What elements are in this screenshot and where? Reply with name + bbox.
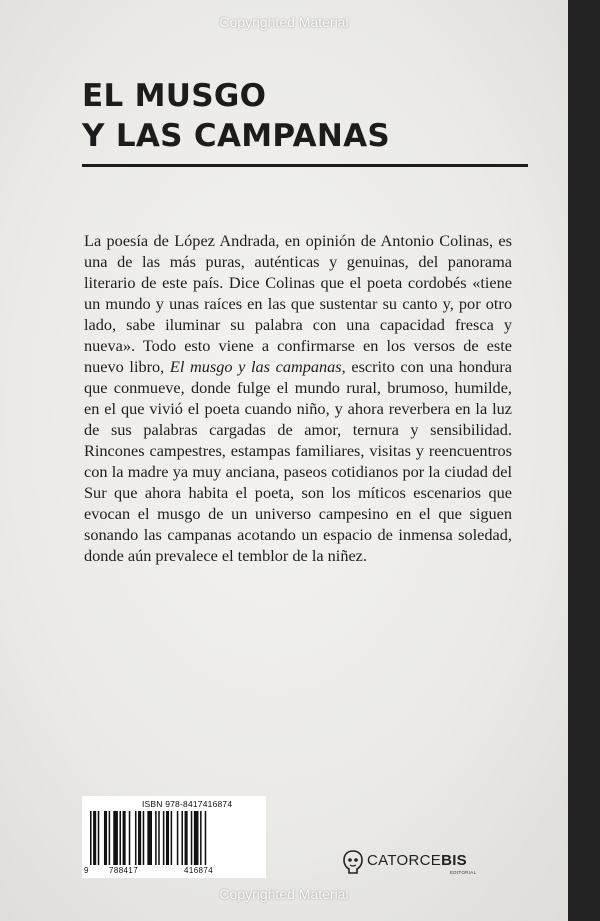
isbn-barcode [82, 796, 266, 878]
title-line-2: Y LAS CAMPANAS [82, 118, 391, 154]
publisher-logo [342, 848, 482, 878]
publisher-emblem-icon [342, 850, 364, 874]
barcode-lead-digit: 9 [84, 866, 89, 875]
blurb-book-title: El musgo y las campanas [169, 357, 342, 376]
barcode-left-digits: 788417 [109, 866, 139, 875]
isbn-label: ISBN 978-8417416874 [142, 799, 233, 809]
publisher-name [367, 852, 467, 869]
publisher-name-light: CATORCE [367, 852, 442, 869]
title-divider [82, 164, 528, 167]
publisher-name-bold: BIS [441, 852, 467, 869]
watermark-bottom: Copyrighted Material [219, 886, 349, 902]
publisher-subtitle: EDITORIAL [450, 870, 477, 875]
title-line-1: EL MUSGO [82, 78, 267, 114]
book-title [82, 76, 390, 156]
back-cover-blurb [84, 230, 512, 566]
barcode-bars [90, 811, 258, 867]
blurb-part-2: , escrito con una hondura que conmueve, donde fulge el mundo rural, brumoso, humilde, en el que vivió el poeta cuando niño, y ahora reverbera en la luz de sus palabras cargadas de amor, ternura y sensibilidad. Rincones campestres, estampas familiares, visitas y reencuentros con la madre ya muy anciana, paseos cotidianos por la ciudad del Sur que ahora habita el poeta, son los míticos escenarios que evocan el musgo de un universo campesino en el que siguen sonando las campanas acotando un espacio de inmensa soledad, donde aún prevalece el temblor de la niñez. [84, 357, 513, 565]
watermark-top: Copyrighted Material [219, 14, 349, 30]
book-spine [568, 0, 600, 921]
blurb-part-1: La poesía de López Andrada, en opinión de Antonio Colinas, es una de las más puras, auténticas y genuinas, del panorama literario de este país. Dice Colinas que el poeta cordobés «tiene un mundo y unas raíces en las que sustentar su canto y, por otro lado, sabe iluminar su palabra con una capacidad fresca y nueva». Todo esto viene a confirmarse en los versos de este nuevo libro, [84, 231, 512, 376]
barcode-right-digits: 416874 [184, 866, 214, 875]
